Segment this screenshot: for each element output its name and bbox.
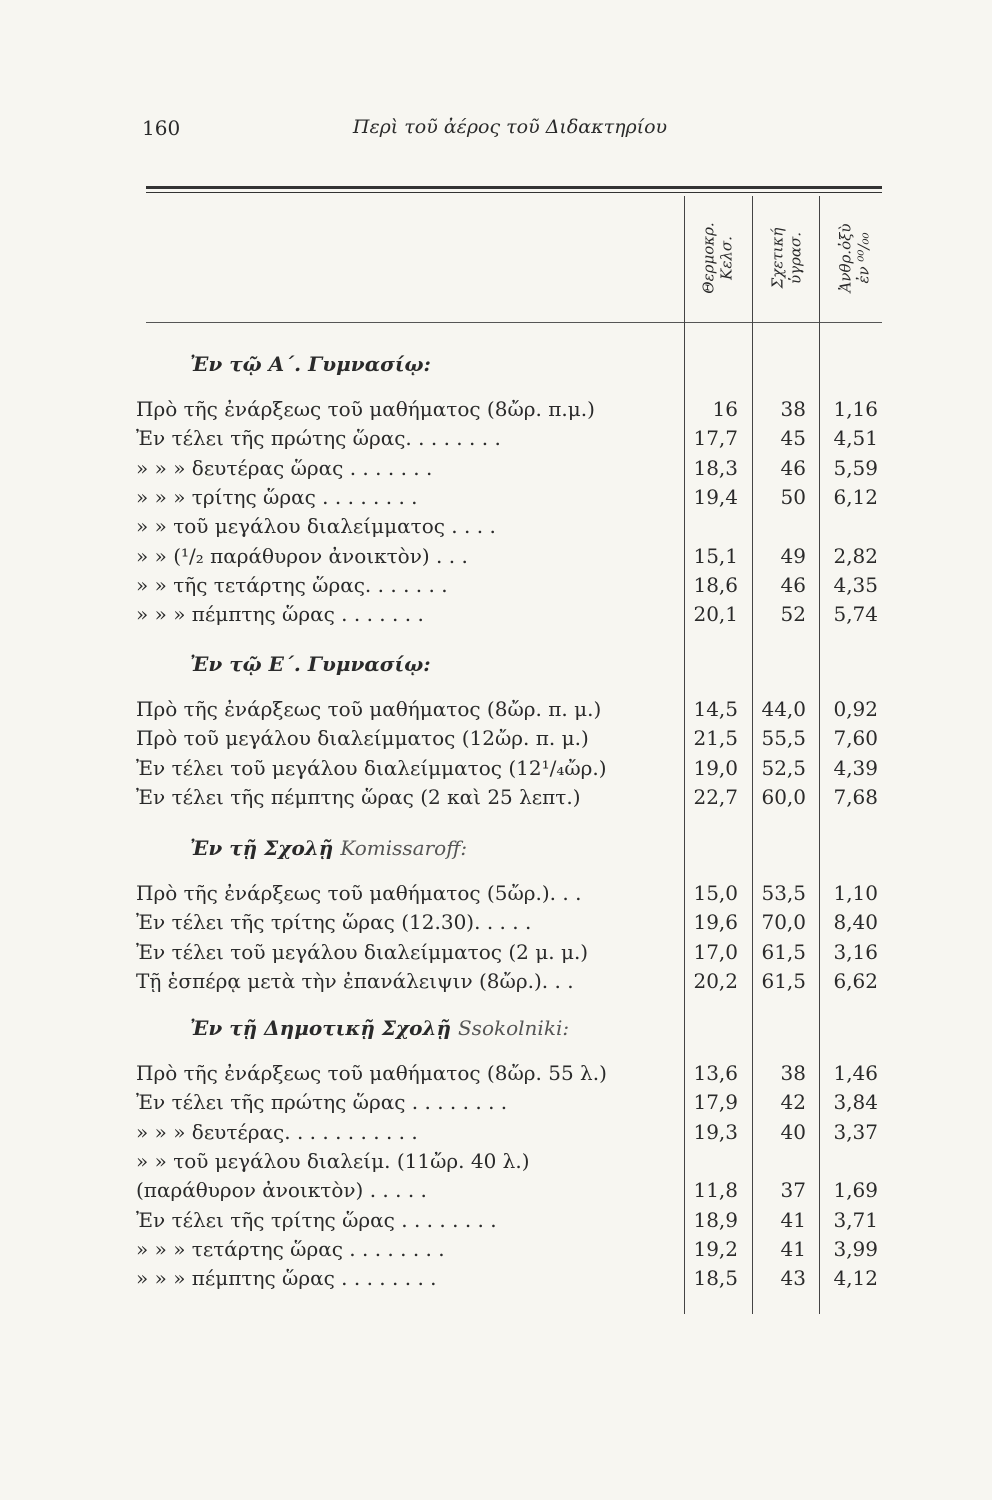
- co2-cell: 3,84: [833, 1090, 878, 1115]
- co2-cell: 4,39: [833, 755, 878, 780]
- humidity-cell: 55,5: [761, 726, 806, 751]
- temperature-cell: 19,0: [693, 755, 738, 780]
- table-row: [136, 1090, 886, 1120]
- row-label: » » » δευτέρας. . . . . . . . . . .: [136, 1119, 418, 1144]
- row-label: Ἐν τέλει τοῦ μεγάλου διαλείμματος (2 μ. μ.): [136, 939, 589, 964]
- humidity-cell: 46: [780, 572, 806, 597]
- co2-cell: 1,69: [833, 1178, 878, 1203]
- table-row: [136, 785, 886, 815]
- co2-cell: 3,16: [833, 939, 878, 964]
- row-label: Πρὸ τῆς ἐνάρξεως τοῦ μαθήματος (5ὤρ.). . .: [136, 881, 582, 905]
- section-heading-latin: Ssokolniki:: [457, 1016, 570, 1040]
- temperature-cell: 15,1: [693, 543, 738, 568]
- row-label: » » τοῦ μεγάλου διαλείμματος . . . .: [136, 514, 496, 539]
- co2-cell: 8,40: [833, 910, 878, 935]
- humidity-cell: 50: [780, 484, 806, 509]
- table-row: [136, 910, 886, 940]
- co2-cell: 1,16: [833, 397, 878, 421]
- humidity-cell: 41: [780, 1236, 806, 1261]
- row-label: Τῇ ἑσπέρᾳ μετὰ τὴν ἐπανάλειψιν (8ὤρ.). . .: [136, 968, 574, 993]
- temperature-cell: 20,2: [693, 968, 738, 993]
- row-label: » » τοῦ μεγάλου διαλείμ. (11ὤρ. 40 λ.): [136, 1148, 530, 1173]
- table-row: [136, 456, 886, 486]
- humidity-cell: 38: [780, 397, 806, 421]
- table-row: [136, 969, 886, 999]
- temperature-cell: 17,9: [693, 1090, 738, 1115]
- temperature-cell: 18,6: [693, 572, 738, 597]
- table-row: [136, 514, 886, 544]
- temperature-cell: 19,6: [693, 910, 738, 935]
- humidity-cell: 61,5: [761, 968, 806, 993]
- column-header-co2: Ἀνθρ.ὀξὺ ἐν ⁰⁰/₀₀: [836, 223, 873, 293]
- header-rule: [146, 322, 882, 323]
- humidity-cell: 53,5: [761, 881, 806, 905]
- humidity-cell: 41: [780, 1207, 806, 1232]
- temperature-cell: 15,0: [693, 881, 738, 905]
- section-heading: Ἐν τῷ Ε΄. Γυμνασίῳ:: [190, 652, 431, 676]
- table-row: [136, 1237, 886, 1267]
- table-row: [136, 1061, 886, 1091]
- temperature-cell: 20,1: [693, 602, 738, 627]
- temperature-cell: 19,3: [693, 1119, 738, 1144]
- row-label: » » » πέμπτης ὥρας . . . . . . .: [136, 602, 424, 627]
- humidity-cell: 45: [780, 426, 806, 451]
- humidity-cell: 42: [780, 1090, 806, 1115]
- temperature-cell: 17,0: [693, 939, 738, 964]
- co2-cell: 6,12: [833, 484, 878, 509]
- table-row: [136, 573, 886, 603]
- table-row: [136, 1149, 886, 1179]
- row-label: » » » δευτέρας ὥρας . . . . . . .: [136, 455, 433, 480]
- row-label: Ἐν τέλει τοῦ μεγάλου διαλείμματος (12¹/₄ὤρ.): [136, 755, 607, 780]
- temperature-cell: 17,7: [693, 426, 738, 451]
- row-label: Ἐν τέλει τῆς πρώτης ὥρας . . . . . . . .: [136, 1090, 508, 1115]
- temperature-cell: 22,7: [693, 784, 738, 809]
- section-heading: Ἐν τῇ Δημοτικῇ Σχολῇ Ssokolniki:: [190, 1016, 570, 1040]
- co2-cell: 4,12: [833, 1266, 878, 1291]
- co2-cell: 2,82: [833, 543, 878, 568]
- column-header-temperature: Θερμοκρ. Κελσ.: [700, 222, 736, 294]
- humidity-cell: 40: [780, 1119, 806, 1144]
- co2-cell: 1,46: [833, 1061, 878, 1085]
- table-row: [136, 1208, 886, 1238]
- table-row: [136, 881, 886, 911]
- table-row: [136, 544, 886, 574]
- table-row: [136, 726, 886, 756]
- humidity-cell: 52,5: [761, 755, 806, 780]
- section-heading: Ἐν τῷ Α΄. Γυμνασίῳ:: [190, 352, 431, 376]
- row-label: Ἐν τέλει τῆς τρίτης ὥρας . . . . . . . .: [136, 1207, 497, 1232]
- table-row: [136, 1120, 886, 1150]
- co2-cell: 7,60: [833, 726, 878, 751]
- row-label: » » τῆς τετάρτης ὥρας. . . . . . .: [136, 572, 448, 597]
- humidity-cell: 44,0: [761, 697, 806, 721]
- temperature-cell: 18,9: [693, 1207, 738, 1232]
- co2-cell: 3,99: [833, 1236, 878, 1261]
- table-row: [136, 602, 886, 632]
- table-row: [136, 485, 886, 515]
- row-label: Πρὸ τῆς ἐνάρξεως τοῦ μαθήματος (8ὤρ. 55 λ.): [136, 1061, 607, 1085]
- co2-cell: 0,92: [833, 697, 878, 721]
- row-label: » » » τρίτης ὥρας . . . . . . . .: [136, 484, 418, 509]
- co2-cell: 5,59: [833, 455, 878, 480]
- row-label: Ἐν τέλει τῆς πέμπτης ὥρας (2 καὶ 25 λεπτ.): [136, 784, 581, 809]
- co2-cell: 3,71: [833, 1207, 878, 1232]
- humidity-cell: 49: [780, 543, 806, 568]
- temperature-cell: 21,5: [693, 726, 738, 751]
- table-row: [136, 397, 886, 427]
- temperature-cell: 14,5: [693, 697, 738, 721]
- row-label: Πρὸ τῆς ἐνάρξεως τοῦ μαθήματος (8ὤρ. π.μ.): [136, 397, 595, 421]
- humidity-cell: 52: [780, 602, 806, 627]
- row-label: Ἐν τέλει τῆς τρίτης ὥρας (12.30). . . . .: [136, 910, 532, 935]
- top-rule: [146, 186, 882, 189]
- temperature-cell: 18,3: [693, 455, 738, 480]
- temperature-cell: 16: [712, 397, 738, 421]
- table-row: [136, 756, 886, 786]
- section-heading-latin: Komissaroff:: [340, 836, 468, 860]
- top-rule-thin: [146, 192, 882, 193]
- table-row: [136, 940, 886, 970]
- row-label: Πρὸ τῆς ἐνάρξεως τοῦ μαθήματος (8ὤρ. π. μ.): [136, 697, 602, 721]
- row-label: (παράθυρον ἀνοικτὸν) . . . . .: [136, 1178, 427, 1203]
- temperature-cell: 11,8: [693, 1178, 738, 1203]
- row-label: » » » πέμπτης ὥρας . . . . . . . .: [136, 1266, 437, 1291]
- row-label: » » (¹/₂ παράθυρον ἀνοικτὸν) . . .: [136, 543, 468, 568]
- humidity-cell: 70,0: [761, 910, 806, 935]
- humidity-cell: 61,5: [761, 939, 806, 964]
- co2-cell: 7,68: [833, 784, 878, 809]
- co2-cell: 3,37: [833, 1119, 878, 1144]
- column-header-humidity: Σχετική ὑγρασ.: [768, 227, 804, 289]
- table-row: [136, 1266, 886, 1296]
- temperature-cell: 19,2: [693, 1236, 738, 1261]
- humidity-cell: 37: [780, 1178, 806, 1203]
- table-row: [136, 426, 886, 456]
- humidity-cell: 43: [780, 1266, 806, 1291]
- co2-cell: 4,35: [833, 572, 878, 597]
- humidity-cell: 46: [780, 455, 806, 480]
- row-label: Ἐν τέλει τῆς πρώτης ὥρας. . . . . . . .: [136, 426, 501, 451]
- temperature-cell: 19,4: [693, 484, 738, 509]
- row-label: » » » τετάρτης ὥρας . . . . . . . .: [136, 1236, 445, 1261]
- page-number: 160: [142, 116, 181, 140]
- temperature-cell: 18,5: [693, 1266, 738, 1291]
- co2-cell: 6,62: [833, 968, 878, 993]
- humidity-cell: 60,0: [761, 784, 806, 809]
- table-row: [136, 1178, 886, 1208]
- running-title: Περὶ τοῦ ἀέρος τοῦ Διδακτηρίου: [352, 116, 668, 138]
- temperature-cell: 13,6: [693, 1061, 738, 1085]
- co2-cell: 5,74: [833, 602, 878, 627]
- co2-cell: 1,10: [833, 881, 878, 905]
- row-label: Πρὸ τοῦ μεγάλου διαλείμματος (12ὤρ. π. μ.): [136, 726, 589, 751]
- table-row: [136, 697, 886, 727]
- co2-cell: 4,51: [833, 426, 878, 451]
- humidity-cell: 38: [780, 1061, 806, 1085]
- section-heading: Ἐν τῇ Σχολῇ Komissaroff:: [190, 836, 468, 860]
